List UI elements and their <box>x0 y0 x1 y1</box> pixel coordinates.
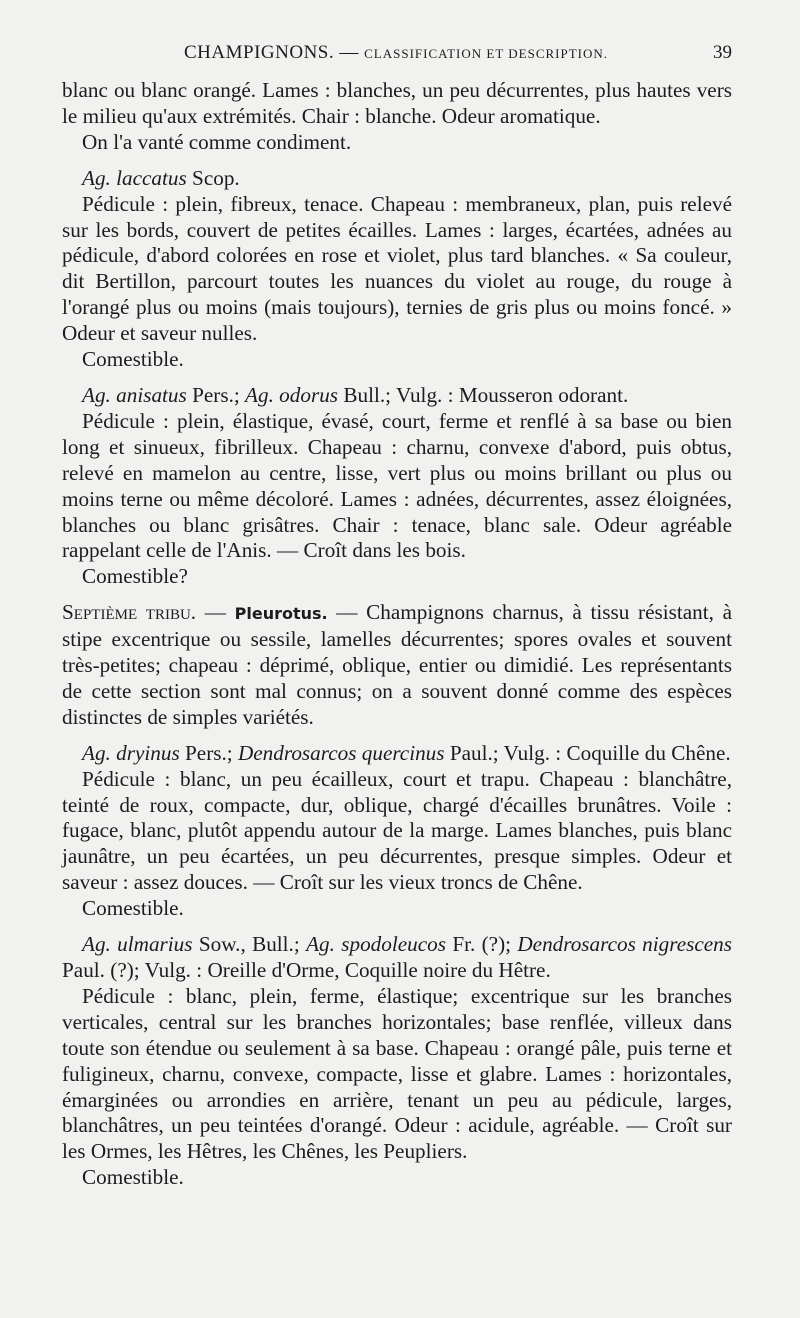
paragraph: Comestible? <box>82 564 188 589</box>
tribe-dash: — <box>196 600 235 625</box>
species-rest: Paul.; Vulg. : Coquille du Chêne. <box>444 740 731 765</box>
species-rest: Paul. (?); Vulg. : Oreille d'Orme, Coquille noire du Hêtre. <box>62 958 551 982</box>
species-author: Pers.; <box>179 740 238 765</box>
header-title <box>184 42 608 64</box>
header-title-main: CHAMPIGNONS. <box>184 42 335 63</box>
species-name: Ag. ulmarius <box>82 932 193 957</box>
species-name: Ag. spodoleucos <box>306 932 446 957</box>
species-heading <box>62 932 732 984</box>
paragraph: Comestible. <box>82 1165 184 1190</box>
species-name: Ag. odorus <box>245 382 339 407</box>
species-heading <box>62 383 732 409</box>
paragraph: Pédicule : blanc, plein, ferme, élastique; excentrique sur les branches verticales, central sur les branches horizontales; base renflée, villeux dans toute son étendue ou seulement à sa base. Chapeau : orangé pâle, puis terne et fuligineux, charnu, convexe, compacte, lisse et glabre. Lames : horizontales, émarginées ou arrondies en arrière, tenant un peu au pédicule, larges, blanchâtres, un peu teintées d'orangé. Odeur : acidule, agréable. — Croît sur les Ormes, les Hêtres, les Chênes, les Peupliers. <box>62 983 732 1164</box>
paragraph: Pédicule : plein, fibreux, tenace. Chapeau : membraneux, plan, puis relevé sur les bords, couvert de petites écailles. Lames : larges, écartées, adnées au pédicule, d'abord colorées en rose et violet, plus tard blanches. « Sa couleur, dit Bertillon, parcourt toutes les nuances du violet au rouge, du rouge à l'orangé plus ou moins (mais toujours), ternies de gris plus ou moins foncé. » Odeur et saveur nulles. <box>62 191 732 346</box>
paragraph: Pédicule : plein, élastique, évasé, court, ferme et renflé à sa base ou bien long et sinueux, fibrilleux. Chapeau : charnu, convexe d'abord, puis obtus, relevé en mamelon au centre, lisse, vert plus ou moins brillant ou plus ou moins terne ou même décoloré. Lames : adnées, décurrentes, assez éloignées, blanches ou blanc grisâtres. Chair : tenace, blanc sale. Odeur agréable rappelant celle de l'Anis. — Croît dans les bois. <box>62 408 732 563</box>
species-author: Scop. <box>186 165 240 190</box>
paragraph: Pédicule : blanc, un peu écailleux, court et trapu. Chapeau : blanchâtre, teinté de roux, compacte, dur, oblique, chargé d'écailles brunâtres. Voile : fugace, blanc, plutôt appendu autour de la marge. Lames blanches, puis blanc jaunâtre, un peu écartées, un peu décurrentes, presque simples. Odeur et saveur : assez douces. — Croît sur les vieux troncs de Chêne. <box>62 766 732 895</box>
species-heading <box>62 741 732 767</box>
species-author: Sow., Bull.; <box>192 932 307 957</box>
running-header <box>62 42 732 78</box>
species-name: Dendrosarcos quercinus <box>237 740 445 765</box>
paragraph: On l'a vanté comme condiment. <box>82 129 352 154</box>
page-body <box>62 78 732 1191</box>
header-dash: — <box>334 42 365 63</box>
header-subtitle: CLASSIFICATION ET DESCRIPTION. <box>364 46 609 61</box>
species-name: Ag. anisatus <box>82 382 187 407</box>
paragraph: Comestible. <box>82 347 184 372</box>
species-name: Ag. laccatus <box>82 165 187 190</box>
paragraph: blanc ou blanc orangé. Lames : blanches, un peu décurrentes, plus hautes vers le milieu qu'aux extrémités. Chair : blanche. Odeur aromatique. <box>62 78 732 128</box>
tribe-label: Septième tribu. <box>62 600 197 625</box>
species-author: Pers.; <box>186 382 246 407</box>
tribe-paragraph <box>62 600 732 731</box>
tribe-name: Pleurotus. <box>234 604 328 624</box>
species-name: Ag. dryinus <box>82 740 180 765</box>
page-number: 39 <box>713 42 732 63</box>
species-name: Dendrosarcos nigrescens <box>517 932 733 957</box>
paragraph: Comestible. <box>82 896 184 921</box>
tribe-description: — Champignons charnus, à tissu résistant, à stipe excentrique ou sessile, lamelles décurrentes; spores ovales et souvent très-petites; chapeau : déprimé, oblique, entier ou dimidié. Les représentants de cette section sont mal connus; on a souvent donné comme des espèces distinctes de simples variétés. <box>62 600 733 729</box>
species-author: Fr. (?); <box>446 932 518 957</box>
species-rest: Bull.; Vulg. : Mousseron odorant. <box>338 382 629 407</box>
species-heading <box>62 166 732 192</box>
